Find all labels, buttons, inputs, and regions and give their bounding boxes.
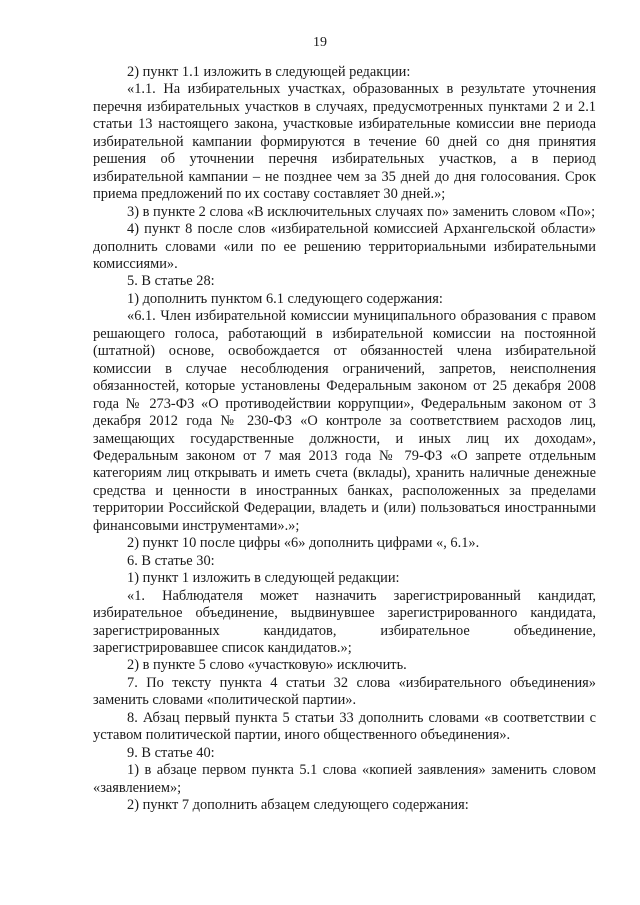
paragraph: 3) в пункте 2 слова «В исключительных случаях по» заменить словом «По»; — [127, 203, 596, 220]
paragraph: 2) пункт 1.1 изложить в следующей редакции: — [127, 64, 411, 80]
paragraph: 1) пункт 1 изложить в следующей редакции: — [127, 570, 400, 587]
paragraph: 9. В статье 40: — [127, 744, 215, 761]
paragraph: «6.1. Член избирательной комиссии муниципального образования с правом решающего голоса, работающий в избирательной комиссии на постоянной (штатной) основе, освобождается от обязанностей члена избирательной комиссии в случае несоблюдения ограничений, запретов, неисполнения обязанностей, которые установлены Федеральным законом от 25 декабря 2008 года № 273-ФЗ «О противодействии коррупции», Федеральным законом от 3 декабря 2012 года № 230-ФЗ «О контроле за соответствием расходов лиц, замещающих государственные должности, и иных лиц их доходам», Федеральным законом от 7 мая 2013 года № 79-ФЗ «О запрете отдельным категориям лиц открывать и иметь счета (вклады), хранить наличные денежные средства и ценности в иностранных банках, расположенных за пределами территории Российской Федерации, владеть и (или) пользоваться иностранными финансовыми инструментами».»; — [93, 308, 596, 534]
paragraph: 7. По тексту пункта 4 статьи 32 слова «избирательного объединения» заменить словами «политической партии». — [93, 674, 596, 709]
paragraph: 1) в абзаце первом пункта 5.1 слова «копией заявления» заменить словом «заявлением»; — [93, 762, 596, 796]
paragraph: 1) дополнить пунктом 6.1 следующего содержания: — [127, 290, 443, 307]
paragraph: «1. Наблюдателя может назначить зарегистрированный кандидат, избирательное объединение, выдвинувшее зарегистрированного кандидата, зарегистрированных кандидатов, избирательное объединение, зарегистрировавшее список кандидатов.»; — [93, 587, 596, 656]
paragraph: 8. Абзац первый пункта 5 статьи 33 дополнить словами «в соответствии с уставом политической партии, иного общественного объединения». — [93, 709, 596, 744]
document-body — [93, 64, 596, 814]
paragraph: 2) пункт 7 дополнить абзацем следующего содержания: — [127, 797, 469, 814]
paragraph: 2) пункт 10 после цифры «6» дополнить цифрами «, 6.1». — [127, 535, 480, 552]
paragraph: 2) в пункте 5 слово «участковую» исключить. — [127, 657, 407, 674]
paragraph: 4) пункт 8 после слов «избирательной комиссией Архангельской области» дополнить словами «или по ее решению территориальными избирательными комиссиями». — [93, 221, 596, 272]
paragraph: 5. В статье 28: — [127, 273, 215, 290]
paragraph: 6. В статье 30: — [127, 552, 215, 569]
page-number: 19 — [313, 35, 327, 50]
paragraph: «1.1. На избирательных участках, образованных в результате уточнения перечня избирательных участков в случаях, предусмотренных пунктами 2 и 2.1 статьи 13 настоящего закона, участковые избирательные комиссии вне периода избирательной кампании формируются в течение 60 дней со дня принятия решения об уточнении перечня избирательных участков, а в период избирательной кампании – не позднее чем за 35 дней до дня голосования. Срок приема предложений по их составу составляет 30 дней.»; — [93, 81, 596, 203]
